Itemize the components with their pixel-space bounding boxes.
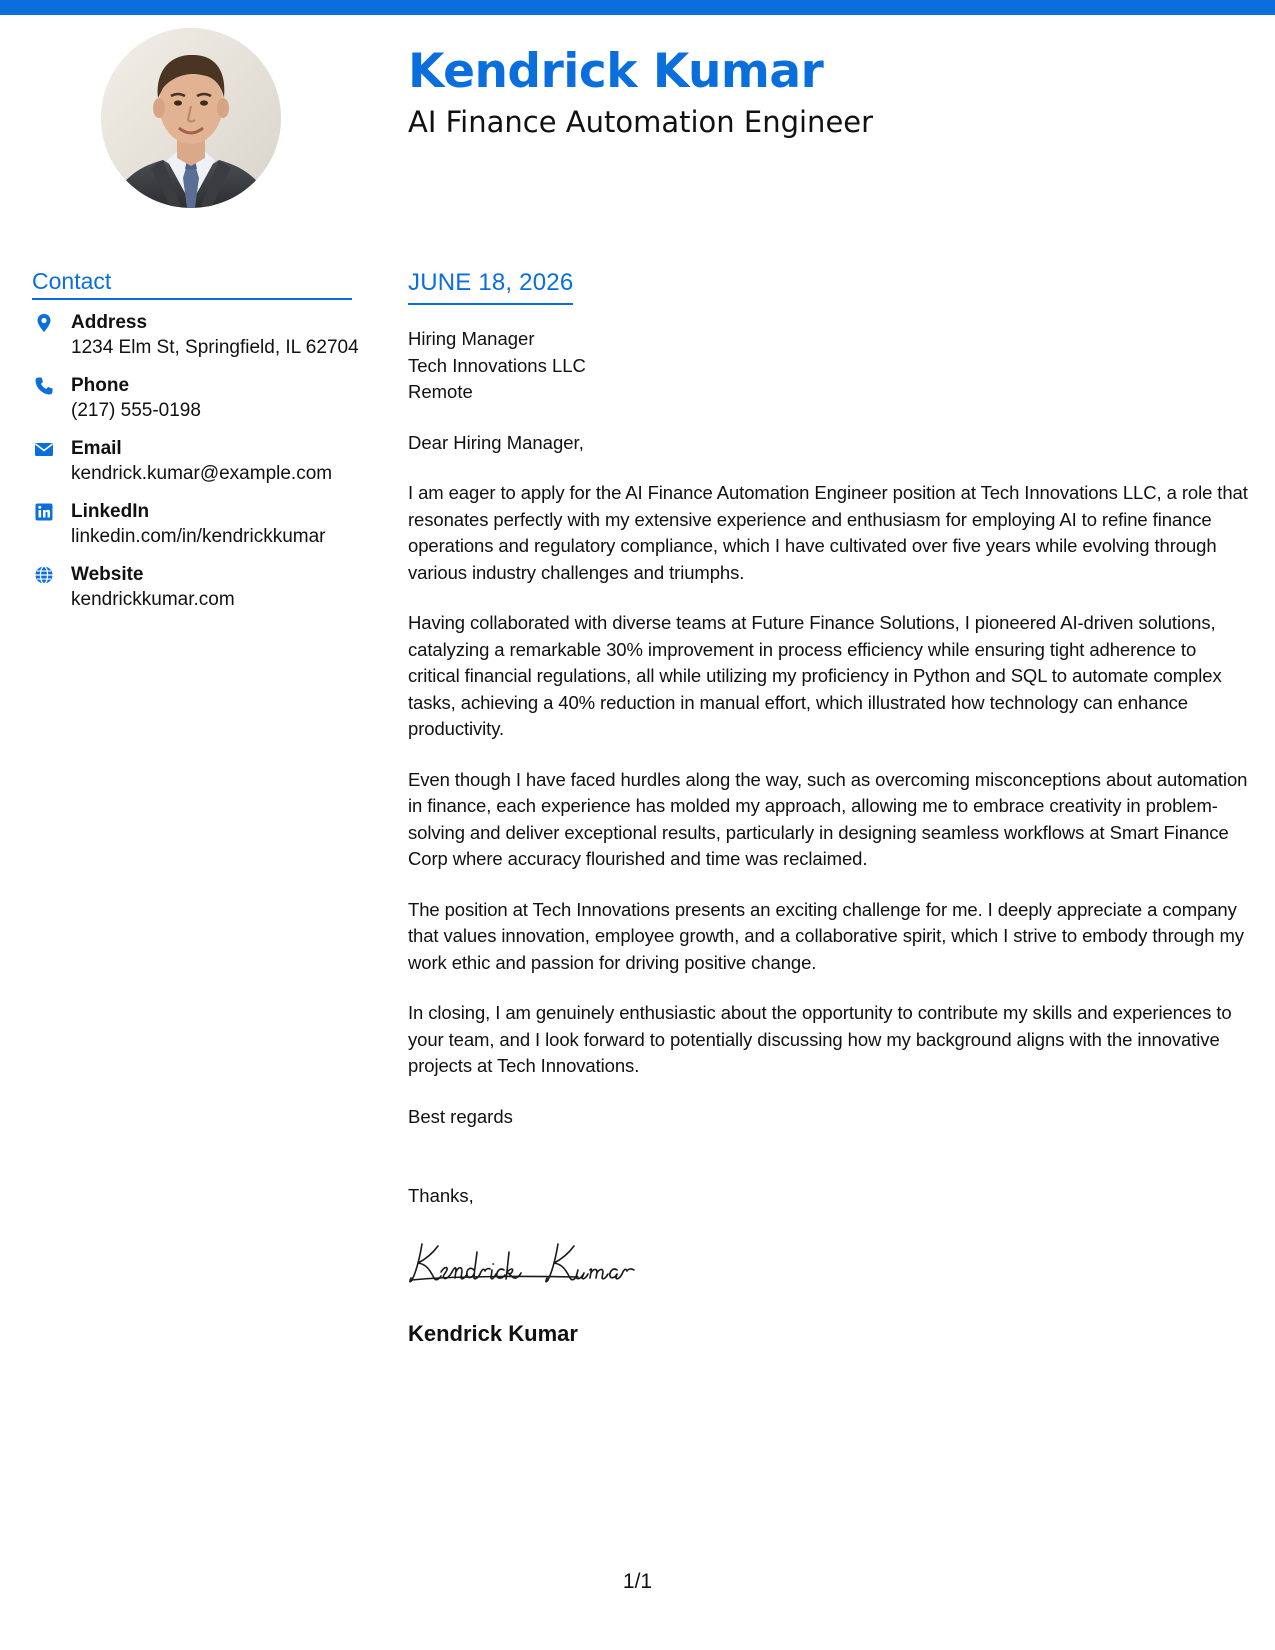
thanks-line: Thanks, — [408, 1185, 474, 1206]
salutation: Dear Hiring Manager, — [408, 431, 584, 453]
contact-label: Address — [71, 312, 148, 333]
profile-photo — [101, 28, 281, 208]
contact-label: Phone — [71, 375, 130, 396]
page-number: 1/1 — [622, 1570, 653, 1593]
contact-value: 1234 Elm St, Springfield, IL 62704 — [71, 337, 359, 358]
contact-value: linkedin.com/in/kendrickkumar — [71, 526, 326, 547]
contact-value: kendrick.kumar@example.com — [71, 463, 333, 484]
applicant-title: AI Finance Automation Engineer — [408, 105, 874, 139]
contact-item-email — [32, 437, 352, 500]
globe-icon — [34, 565, 54, 585]
body-paragraph: I am eager to apply for the AI Finance Automation Engineer position at Tech Innovations LLC, a role that resonates perfectly with my extensive experience and enthusiasm for employing AI to refine finance operations and regulatory compliance, which I have cultivated over five years while evolving through various industry challenges and triumphs. — [408, 482, 1248, 583]
contact-value: kendrickkumar.com — [71, 589, 235, 610]
applicant-name: Kendrick Kumar — [408, 44, 824, 99]
contact-item-address — [32, 311, 359, 374]
handwritten-signature — [408, 1236, 678, 1288]
location-pin-icon — [34, 313, 54, 333]
contact-label: LinkedIn — [71, 501, 150, 522]
contact-item-linkedin — [32, 500, 352, 563]
top-accent-bar — [0, 0, 1275, 15]
recipient-name: Hiring Manager — [408, 328, 535, 349]
recipient-location: Remote — [408, 381, 473, 402]
contact-sidebar — [32, 266, 359, 626]
email-icon — [34, 439, 54, 459]
body-paragraph: In closing, I am genuinely enthusiastic about the opportunity to contribute my skills and experiences to your team, and I look forward to potentially discussing how my background aligns with the innovative projects at Tech Innovations. — [408, 1002, 1232, 1076]
phone-icon — [34, 376, 54, 396]
recipient-company: Tech Innovations LLC — [408, 354, 586, 376]
body-paragraph: Even though I have faced hurdles along the way, such as overcoming misconceptions about automation in finance, each experience has molded my approach, allowing me to embrace creativity in problem-solving and deliver exceptional results, particularly in designing seamless workflows at Smart Finance Corp where accuracy flourished and time was reclaimed. — [408, 768, 1248, 869]
signer-name: Kendrick Kumar — [408, 1320, 578, 1346]
contact-item-website — [32, 563, 352, 626]
portrait-photo — [101, 28, 281, 208]
body-paragraph: The position at Tech Innovations presents an exciting challenge for me. I deeply appreciate a company that values innovation, employee growth, and a collaborative spirit, which I strive to embody through my work ethic and passion for driving positive change. — [408, 898, 1244, 973]
contact-label: Website — [71, 564, 144, 585]
body-paragraph: Having collaborated with diverse teams at Future Finance Solutions, I pioneered AI-driven solutions, catalyzing a remarkable 30% improvement in process efficiency while ensuring tight adherence to critical financial regulations, all while utilizing my proficiency in Python and SQL to automate complex tasks, achieving a 40% reduction in manual effort, which illustrated how technology can enhance productivity. — [408, 612, 1222, 739]
linkedin-icon — [34, 502, 54, 522]
letter-date: JUNE 18, 2026 — [408, 268, 573, 305]
closing-line: Best regards — [408, 1105, 513, 1127]
contact-item-phone — [32, 374, 352, 437]
contact-list — [32, 311, 359, 626]
contact-value: (217) 555-0198 — [71, 400, 201, 421]
recipient-block — [408, 326, 1248, 406]
contact-heading: Contact — [32, 266, 352, 300]
contact-label: Email — [71, 438, 122, 459]
cover-letter-body — [408, 268, 1248, 1349]
